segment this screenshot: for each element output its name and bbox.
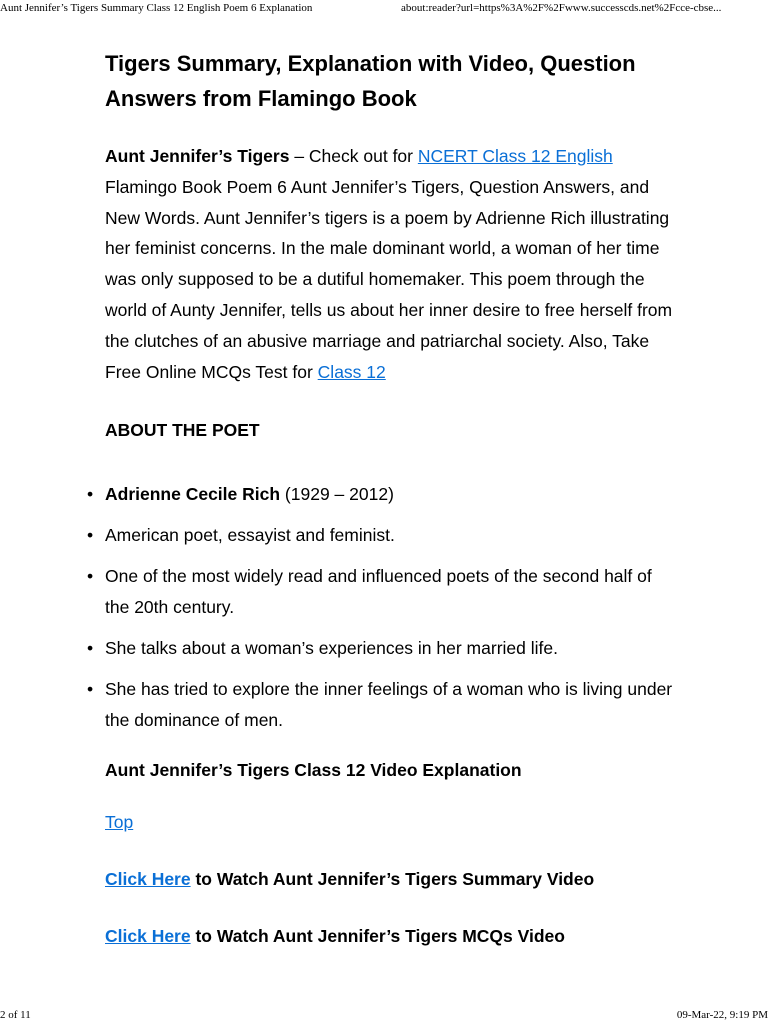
list-item-text: American poet, essayist and feminist. [105, 525, 395, 546]
print-header [0, 0, 768, 20]
summary-video-line [105, 864, 680, 894]
bullet-icon: • [87, 525, 94, 546]
poet-name: Adrienne Cecile Rich [105, 484, 281, 505]
list-item [87, 674, 680, 736]
list-item-text: (1929 – 2012) [280, 484, 394, 505]
poet-facts-list [87, 479, 680, 736]
print-datetime: 09-Mar-22, 9:19 PM [676, 1009, 768, 1021]
reader-article [87, 46, 680, 951]
top-link-line [105, 807, 680, 837]
intro-paragraph [105, 141, 680, 387]
print-footer [0, 1004, 768, 1024]
list-item [87, 561, 680, 623]
summary-video-text: to Watch Aunt Jennifer’s Tigers Summary Video [190, 869, 595, 890]
video-explanation-heading: Aunt Jennifer’s Tigers Class 12 Video Explanation [105, 760, 522, 781]
print-header-title: Aunt Jennifer’s Tigers Summary Class 12 English Poem 6 Explanation [0, 2, 313, 14]
intro-bold-lead: Aunt Jennifer’s Tigers [105, 146, 290, 166]
ncert-class-12-english-link[interactable]: NCERT Class 12 English [417, 146, 613, 166]
bullet-icon: • [87, 566, 94, 587]
class-12-link[interactable]: Class 12 [317, 361, 386, 382]
page-number: 2 of 11 [0, 1009, 31, 1021]
bullet-icon: • [87, 484, 94, 505]
bullet-icon: • [87, 638, 94, 659]
list-item-text: She talks about a woman’s experiences in her married life. [105, 638, 558, 659]
list-item [87, 520, 680, 551]
list-item [87, 633, 680, 664]
mcq-video-line [105, 921, 680, 951]
intro-text-body: Flamingo Book Poem 6 Aunt Jennifer’s Tigers, Question Answers, and New Words. Aunt Jennifer’s tigers is a poem by Adrienne Rich illustrating her feminist concerns. In the male dominant world, a woman of her time was only supposed to be a dutiful homemaker. This poem through the world of Aunty Jennifer, tells us about her inner desire to free herself from the clutches of an abusive marriage and patriarchal society. Also, Take Free Online MCQs Test for [105, 176, 673, 382]
print-header-url: about:reader?url=https%3A%2F%2Fwww.successcds.net%2Fcce-cbse... [401, 2, 722, 14]
about-the-poet-heading: ABOUT THE POET [105, 420, 260, 441]
list-item [87, 479, 680, 510]
mcq-video-click-here-link[interactable]: Click Here [105, 926, 191, 947]
list-item-text: One of the most widely read and influenced poets of the second half of the 20th century. [105, 566, 652, 618]
summary-video-click-here-link[interactable]: Click Here [105, 869, 191, 890]
article-title: Tigers Summary, Explanation with Video, Question Answers from Flamingo Book [105, 51, 636, 111]
intro-text-before-link: – Check out for [289, 146, 418, 166]
bullet-icon: • [87, 679, 94, 700]
mcq-video-text: to Watch Aunt Jennifer’s Tigers MCQs Video [190, 926, 565, 947]
list-item-text: She has tried to explore the inner feelings of a woman who is living under the dominance of men. [105, 679, 673, 731]
top-link[interactable]: Top [105, 812, 134, 833]
